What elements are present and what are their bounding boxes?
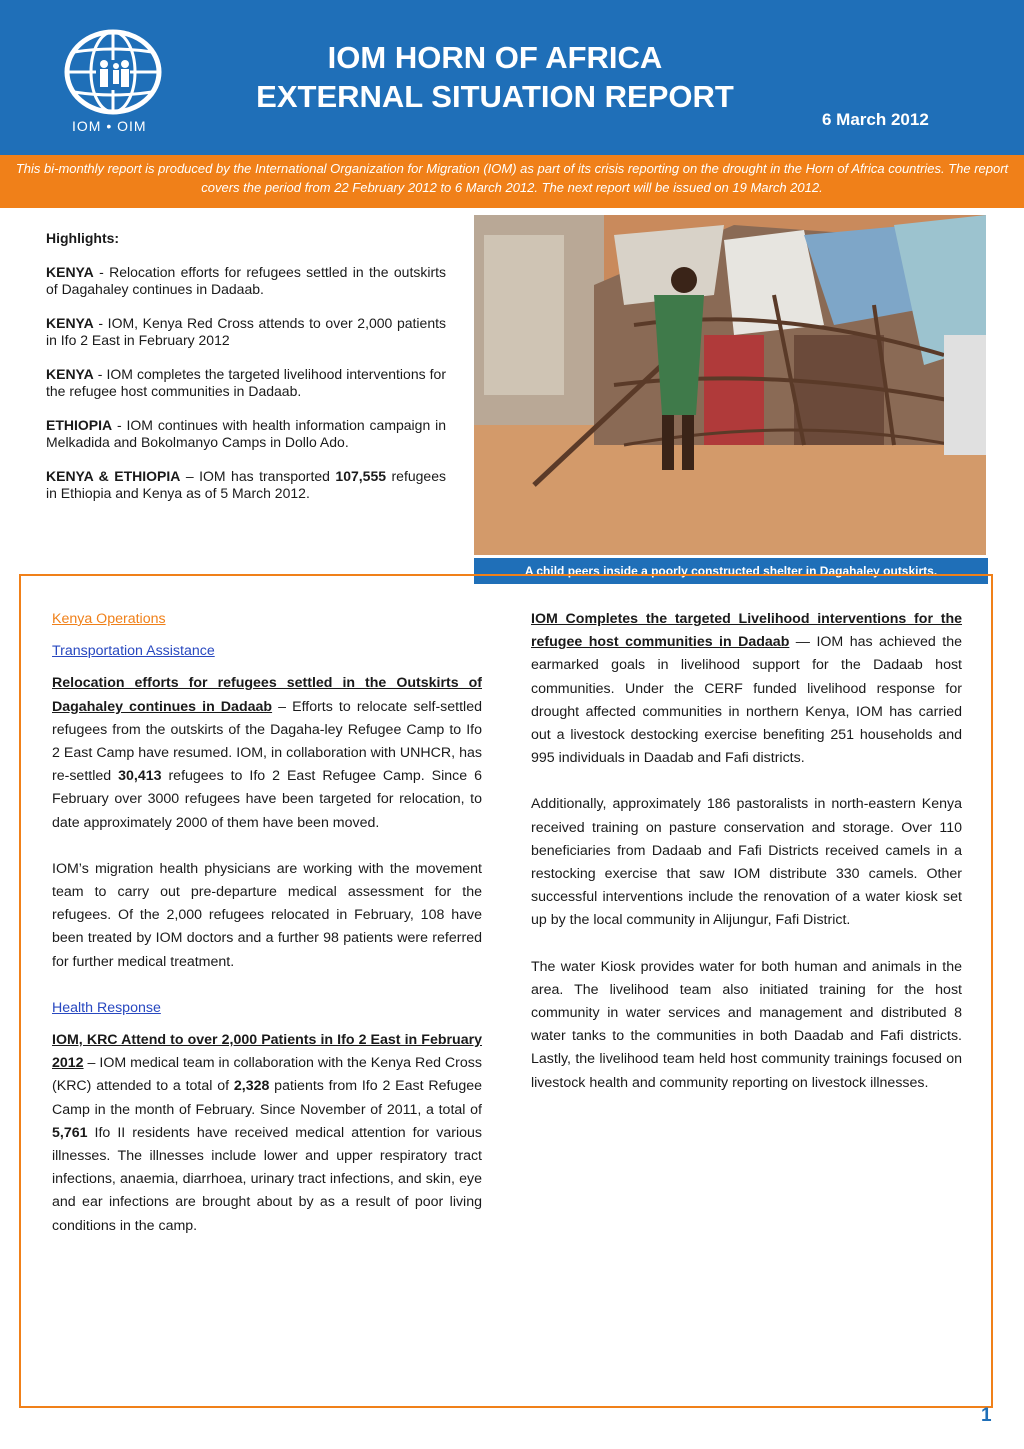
highlight-item: KENYA - IOM, Kenya Red Cross attends to over 2,000 patients in Ifo 2 East in February 2012 <box>46 314 446 348</box>
highlight-item: ETHIOPIA - IOM continues with health information campaign in Melkadida and Bokolmanyo Camps in Dollo Ado. <box>46 416 446 450</box>
report-title <box>200 38 790 116</box>
subsection-health-response: Health Response <box>52 999 161 1016</box>
paragraph: Additionally, approximately 186 pastoralists in north-eastern Kenya received training on pasture conservation and storage. Over 110 beneficiaries from Dadaab and Fafi Districts received camels in a restocking exercise that saw IOM distribute 330 camels. Other successful interventions include the renovation of a water kiosk set up by the local community in Alijungur, Fafi District. <box>531 796 962 929</box>
title-line-1: IOM HORN OF AFRICA <box>327 40 663 75</box>
highlight-item: KENYA & ETHIOPIA – IOM has transported 107,555 refugees in Ethiopia and Kenya as of 5 March 2012. <box>46 467 446 501</box>
paragraph: IOM, KRC Attend to over 2,000 Patients in Ifo 2 East in February 2012 – IOM medical team in collaboration with the Kenya Red Cross (KRC) attended to a total of 2,328 patients from Ifo 2 East Refugee Camp in the month of February. Since November of 2011, a total of 5,761 Ifo II residents have received medical attention for various illnesses. The illnesses include lower and upper respiratory tract infections, anaemia, diarrhoea, urinary tract infections, and skin, eye and ear infections are brought about by as a result of poor living conditions in the camp. <box>52 1032 482 1234</box>
highlight-item: KENYA - IOM completes the targeted livelihood interventions for the refugee host communities in Dadaab. <box>46 365 446 399</box>
paragraph: The water Kiosk provides water for both human and animals in the area. The livelihood team also initiated training for the host community in water services and management and distributed 8 water tanks to the communities in both Daadab and Fafi districts. Lastly, the livelihood team held host community trainings focused on livestock health and community reporting on livestock illnesses. <box>531 958 962 1091</box>
paragraph: Relocation efforts for refugees settled in the Outskirts of Dagahaley continues in Dadaab – Efforts to relocate self-settled refugees from the outskirts of the Dagaha-ley Refugee Camp to Ifo 2 East Camp have resumed. IOM, in collaboration with UNHCR, has re-settled 30,413 refugees to Ifo 2 East Refugee Camp. Since 6 February over 3000 refugees have been targeted for relocation, to date approximately 2000 of them have been moved. <box>52 675 482 831</box>
highlight-item: KENYA - Relocation efforts for refugees settled in the outskirts of Dagahaley continues in Dadaab. <box>46 263 446 297</box>
paragraph: IOM Completes the targeted Livelihood interventions for the refugee host communities in Dadaab — IOM has achieved the earmarked goals in livelihood support for the Dadaab host communities. Under the CERF funded livelihood response for drought affected communities in northern Kenya, IOM has carried out a livestock destocking exercise benefiting 251 households and 995 individuals in Daadab and Fafi districts. <box>531 611 962 767</box>
photo-caption: A child peers inside a poorly constructed shelter in Dagahaley outskirts. <box>474 558 988 584</box>
report-date: 6 March 2012 <box>822 110 929 129</box>
subsection-transportation-assistance: Transportation Assistance <box>52 643 215 660</box>
logo-text: IOM • OIM <box>72 118 147 134</box>
title-line-2: EXTERNAL SITUATION REPORT <box>256 79 734 114</box>
page-number: 1 <box>981 1405 992 1426</box>
left-column <box>52 608 482 1261</box>
section-heading-kenya-operations: Kenya Operations <box>52 611 166 627</box>
report-intro-banner: This bi-monthly report is produced by the International Organization for Migration (IOM) as part of its crisis reporting on the drought in the Horn of Africa countries. The report covers the period from 22 February 2012 to 6 March 2012. The next report will be issued on 19 March 2012. <box>0 155 1024 208</box>
highlights-title: Highlights: <box>46 230 120 246</box>
right-column <box>531 608 962 1118</box>
report-header <box>0 0 1024 155</box>
refugee-shelter-photo <box>474 215 986 555</box>
paragraph: IOM’s migration health physicians are working with the movement team to carry out pre-departure medical assessment for the refugees. Of the 2,000 refugees relocated in February, 108 have been treated by IOM doctors and a further 98 patients were referred for further medical treatment. <box>52 860 482 970</box>
highlights-section <box>46 230 446 519</box>
